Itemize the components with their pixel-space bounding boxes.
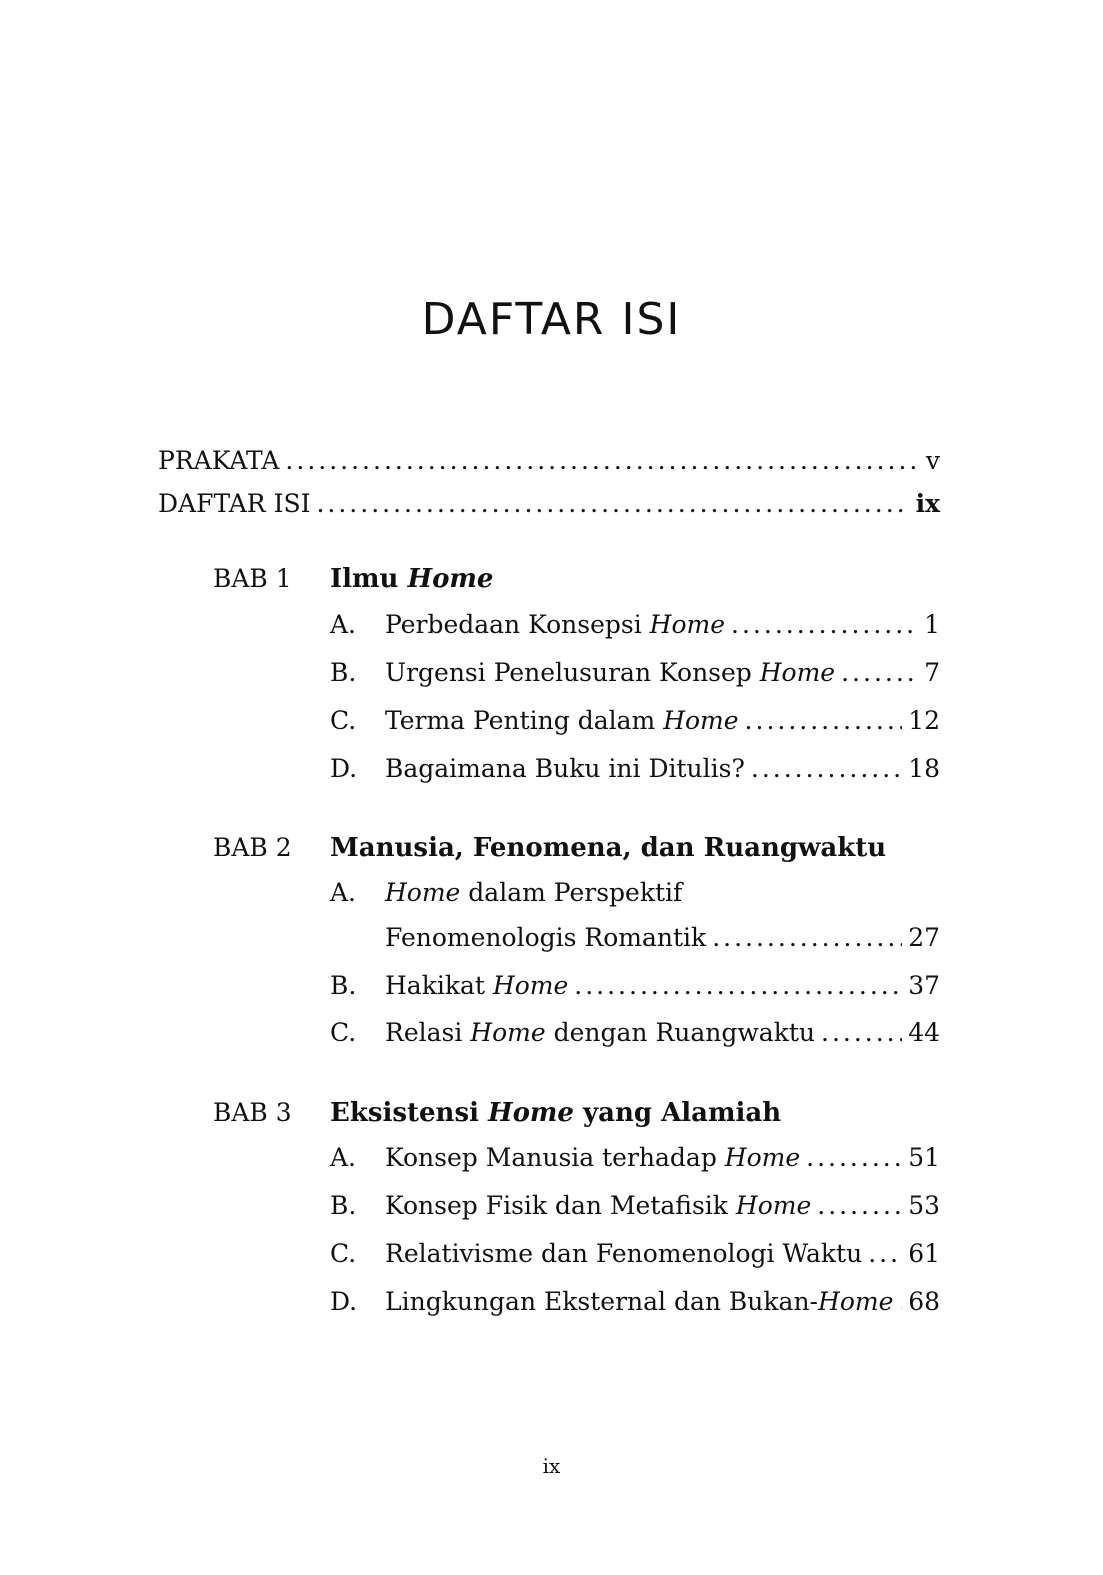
toc-entry-title-line1[interactable]: Home dalam Perspektif: [385, 878, 683, 907]
toc-page-number: 18: [908, 754, 940, 783]
entry-letter: A.: [330, 878, 357, 907]
toc-entry[interactable]: [385, 1016, 940, 1050]
toc-entry[interactable]: [385, 1285, 940, 1319]
chapter-title[interactable]: Manusia, Fenomena, dan Ruangwaktu: [330, 833, 887, 863]
toc-entry-daftar-isi[interactable]: [158, 487, 940, 521]
toc-entry[interactable]: [385, 752, 940, 786]
toc-entry-title: Relasi Home dengan Ruangwaktu: [385, 1018, 815, 1047]
toc-page-number: 44: [908, 1018, 940, 1047]
entry-letter: A.: [330, 610, 357, 639]
toc-entry-title: Urgensi Penelusuran Konsep Home: [385, 658, 836, 687]
toc-entry[interactable]: [385, 608, 940, 642]
leader-dots: [841, 656, 918, 690]
entry-letter: B.: [330, 971, 357, 1000]
entry-letter: B.: [330, 658, 357, 687]
leader-dots: [806, 1141, 902, 1175]
toc-page-number: 37: [908, 971, 940, 1000]
entry-letter: D.: [330, 754, 358, 783]
leader-dots: [821, 1016, 902, 1050]
toc-entry[interactable]: [385, 921, 940, 955]
toc-entry-title: Lingkungan Eksternal dan Bukan-Home: [385, 1287, 894, 1316]
footer-page-number: ix: [542, 1454, 561, 1478]
chapter-label: BAB 1: [213, 564, 292, 593]
toc-page-number: 53: [908, 1191, 940, 1220]
leader-dots: [899, 1285, 902, 1319]
entry-letter: C.: [330, 1239, 357, 1268]
toc-entry-prakata[interactable]: [158, 444, 940, 478]
entry-letter: A.: [330, 1143, 357, 1172]
toc-entry-title: Relativisme dan Fenomenologi Waktu: [385, 1239, 863, 1268]
toc-entry[interactable]: [385, 1237, 940, 1271]
toc-entry-label: PRAKATA: [158, 446, 280, 475]
toc-page-number: 68: [908, 1287, 940, 1316]
toc-page-number: 61: [908, 1239, 940, 1268]
entry-letter: C.: [330, 706, 357, 735]
toc-page-number: v: [925, 446, 940, 475]
entry-letter: D.: [330, 1287, 358, 1316]
chapter-title[interactable]: Ilmu Home: [330, 564, 494, 594]
toc-page-number: 7: [924, 658, 940, 687]
leader-dots: [712, 921, 902, 955]
toc-entry-title: Konsep Fisik dan Metafisik Home: [385, 1191, 812, 1220]
leader-dots: [316, 487, 909, 521]
toc-page-number: 1: [924, 610, 940, 639]
toc-entry-title: Perbedaan Konsepsi Home: [385, 610, 726, 639]
chapter-label: BAB 3: [213, 1098, 292, 1127]
toc-entry[interactable]: [385, 969, 940, 1003]
toc-entry[interactable]: [385, 1141, 940, 1175]
chapter-label: BAB 2: [213, 833, 292, 862]
page-title: DAFTAR ISI: [421, 294, 682, 345]
leader-dots: [285, 444, 919, 478]
leader-dots: [731, 608, 918, 642]
toc-entry[interactable]: [385, 656, 940, 690]
leader-dots: [751, 752, 902, 786]
leader-dots: [817, 1189, 902, 1223]
toc-entry-title: Konsep Manusia terhadap Home: [385, 1143, 801, 1172]
leader-dots: [745, 704, 903, 738]
toc-entry-title-line2: Fenomenologis Romantik: [385, 923, 707, 952]
leader-dots: [868, 1237, 902, 1271]
toc-entry[interactable]: [385, 704, 940, 738]
toc-entry-title: Terma Penting dalam Home: [385, 706, 739, 735]
entry-letter: B.: [330, 1191, 357, 1220]
toc-entry-label: DAFTAR ISI: [158, 489, 311, 518]
entry-letter: C.: [330, 1018, 357, 1047]
toc-entry[interactable]: [385, 1189, 940, 1223]
toc-page-number: ix: [915, 489, 940, 518]
toc-entry-title: Bagaimana Buku ini Ditulis?: [385, 754, 745, 783]
toc-page-number: 12: [908, 706, 940, 735]
chapter-title[interactable]: Eksistensi Home yang Alamiah: [330, 1098, 782, 1128]
toc-page-number: 27: [908, 923, 940, 952]
toc-entry-title: Hakikat Home: [385, 971, 569, 1000]
toc-page-number: 51: [908, 1143, 940, 1172]
leader-dots: [574, 969, 902, 1003]
